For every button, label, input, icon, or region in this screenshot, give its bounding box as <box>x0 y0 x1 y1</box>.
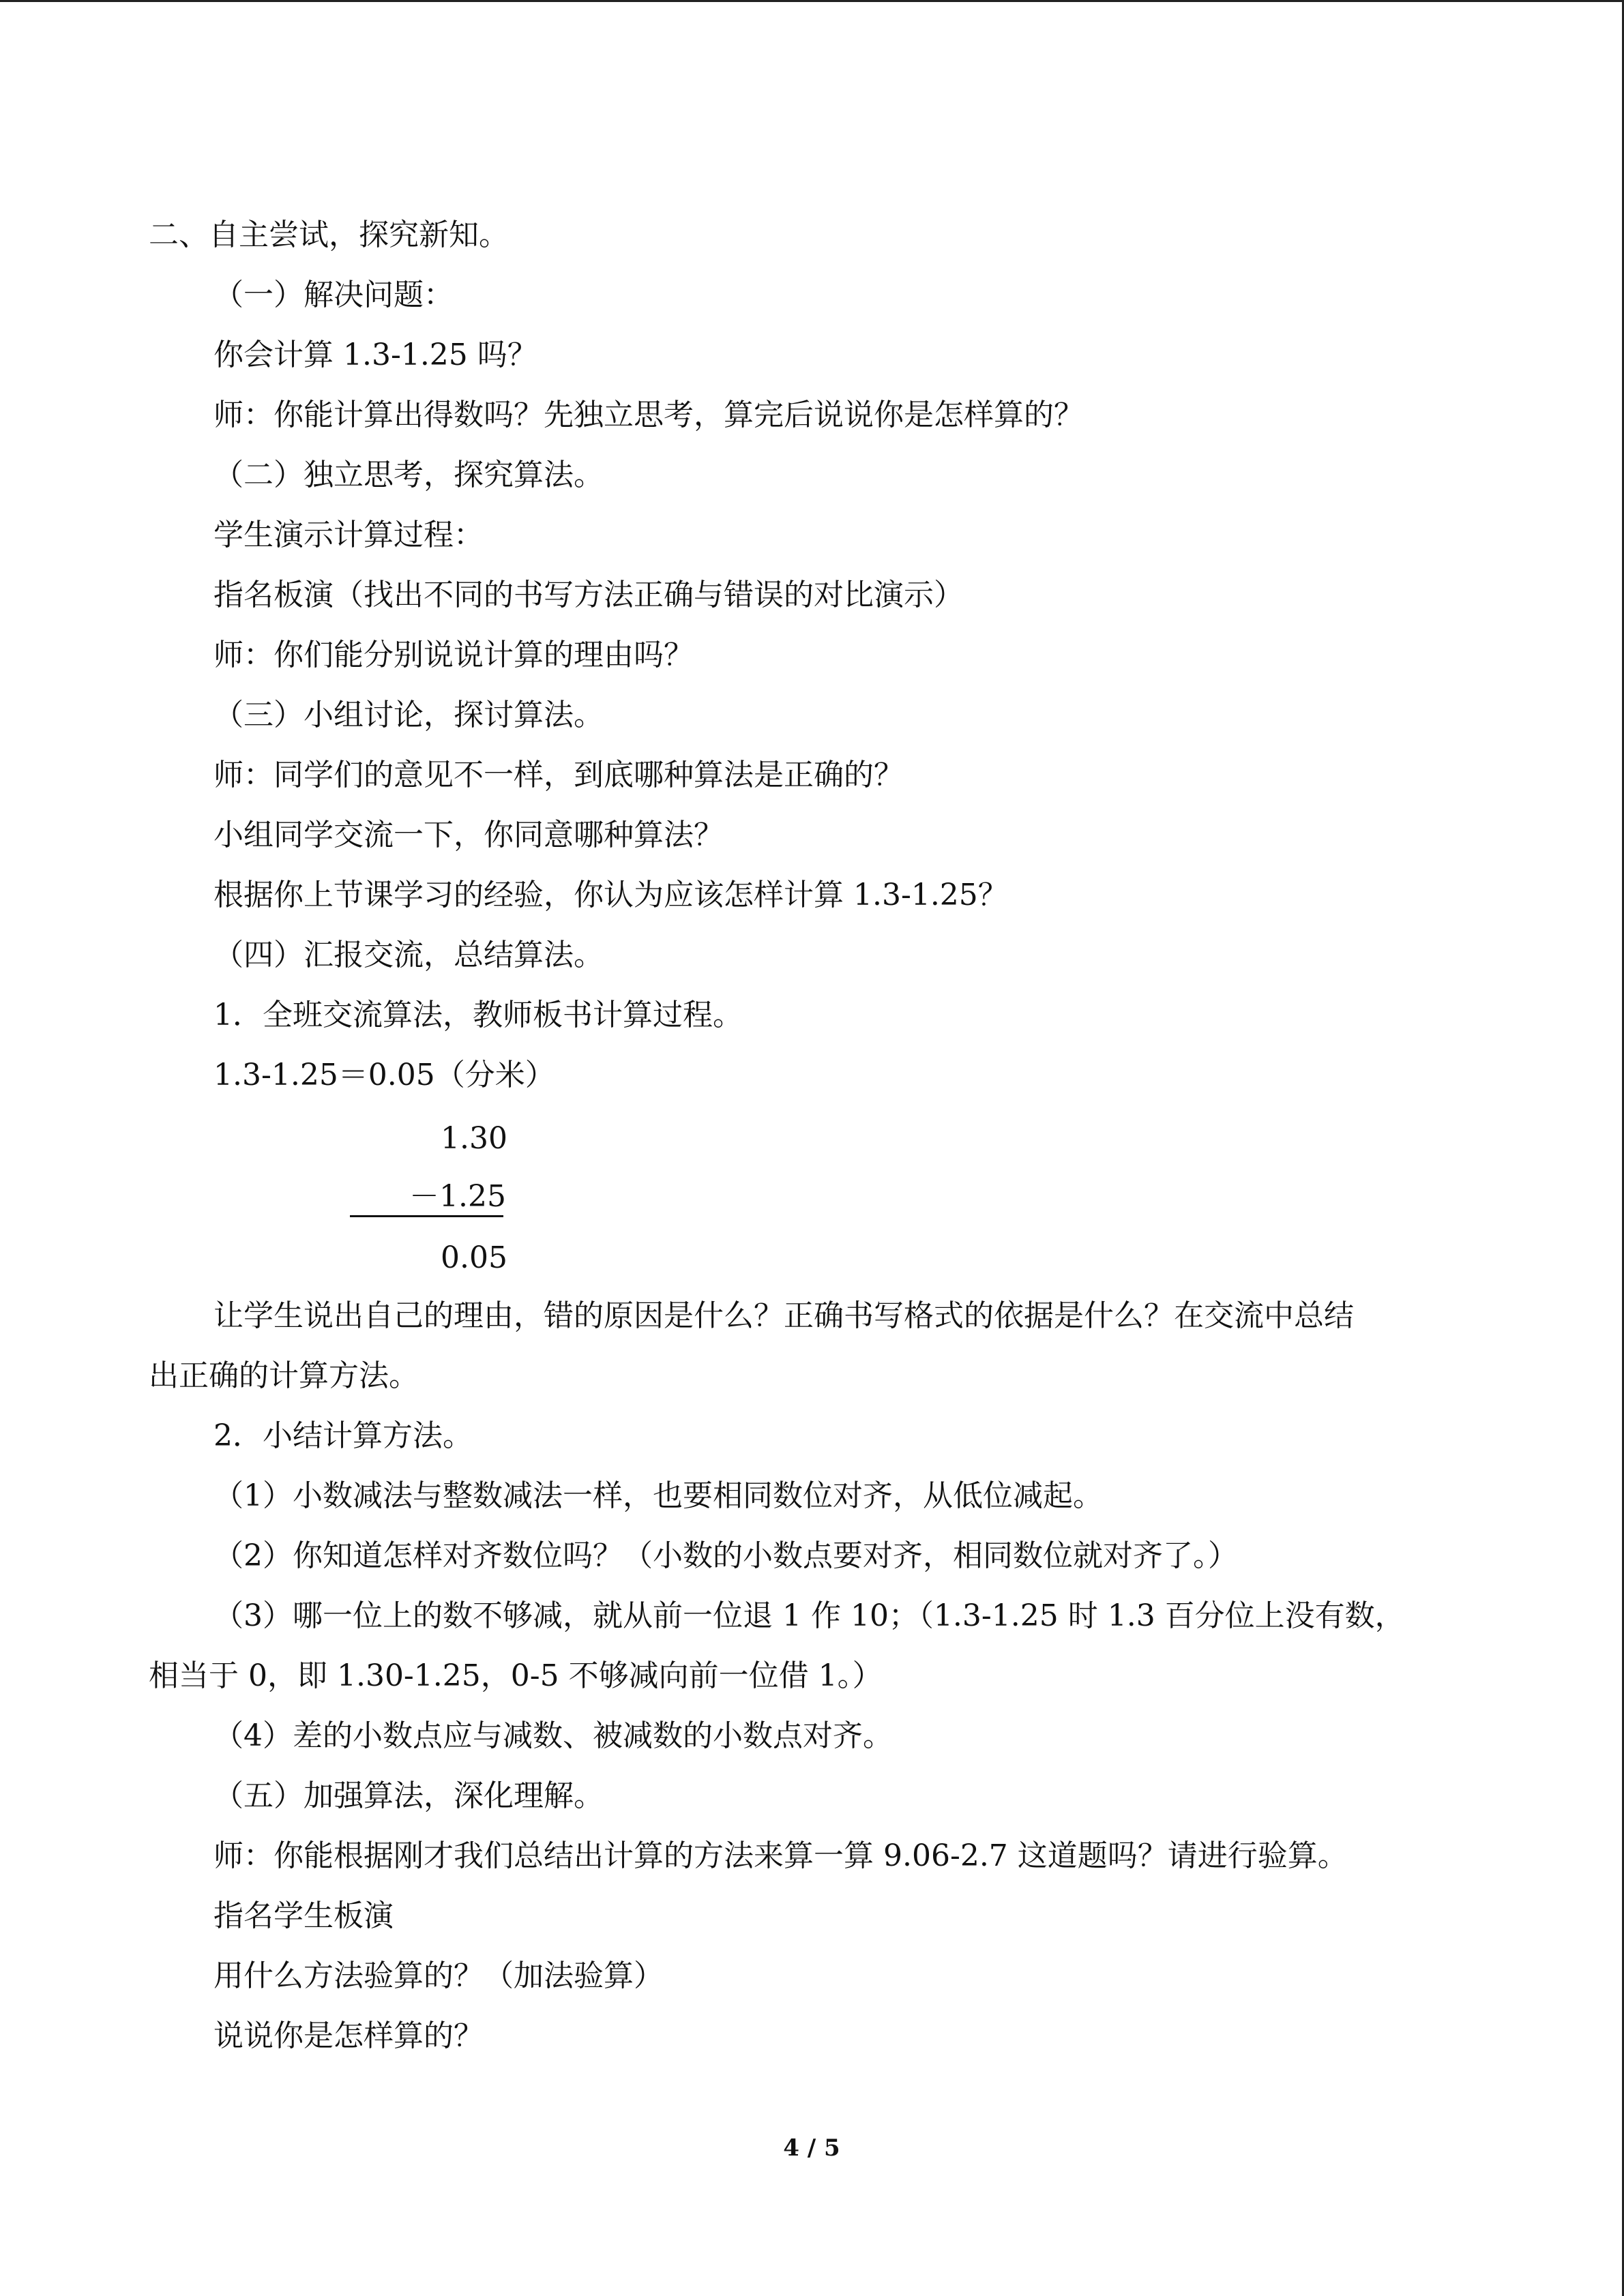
list-item: （3）哪一位上的数不够减，就从前一位退 1 作 10；（1.3-1.25 时 1.3 百分位上没有数， <box>213 1598 1405 1633</box>
subsection-heading: （一）解决问题： <box>213 278 454 312</box>
paragraph: 小组同学交流一下，你同意哪种算法？ <box>213 818 724 852</box>
difference: 0.05 <box>441 1240 507 1275</box>
paragraph: 师：你能计算出得数吗？先独立思考，算完后说说你是怎样算的？ <box>213 398 1084 432</box>
page-number: 4 / 5 <box>783 2134 840 2162</box>
list-item: （1）小数减法与整数减法一样，也要相同数位对齐，从低位减起。 <box>213 1478 1103 1513</box>
minuend: 1.30 <box>441 1121 507 1156</box>
paragraph: 用什么方法验算的？（加法验算） <box>213 1958 664 1993</box>
paragraph: 你会计算 1.3-1.25 吗？ <box>213 338 537 372</box>
paragraph: 根据你上节课学习的经验，你认为应该怎样计算 1.3-1.25？ <box>213 878 1008 912</box>
paragraph: 让学生说出自己的理由，错的原因是什么？正确书写格式的依据是什么？在交流中总结 <box>213 1298 1354 1333</box>
paragraph: 指名板演（找出不同的书写方法正确与错误的对比演示） <box>213 578 964 612</box>
subtrahend: －1.25 <box>409 1179 506 1214</box>
subtraction-rule <box>350 1215 503 1217</box>
section-heading: 二、自主尝试，探究新知。 <box>149 218 509 252</box>
subsection-heading: （四）汇报交流，总结算法。 <box>213 938 604 972</box>
list-item-continuation: 相当于 0，即 1.30-1.25，0-5 不够减向前一位借 1。） <box>149 1658 883 1693</box>
paragraph: 师：同学们的意见不一样，到底哪种算法是正确的？ <box>213 758 904 792</box>
paragraph-continuation: 出正确的计算方法。 <box>149 1358 419 1393</box>
subsection-heading: （五）加强算法，深化理解。 <box>213 1778 604 1813</box>
paragraph: 师：你能根据刚才我们总结出计算的方法来算一算 9.06-2.7 这道题吗？请进行验算。 <box>213 1838 1348 1873</box>
list-heading: 2．小结计算方法。 <box>213 1418 473 1453</box>
paragraph: 说说你是怎样算的？ <box>213 2018 484 2053</box>
subsection-heading: （二）独立思考，探究算法。 <box>213 458 604 492</box>
list-item: （2）你知道怎样对齐数位吗？（小数的小数点要对齐，相同数位就对齐了。） <box>213 1538 1238 1573</box>
paragraph: 1．全班交流算法，教师板书计算过程。 <box>213 998 743 1032</box>
paragraph: 学生演示计算过程： <box>213 518 484 552</box>
subsection-heading: （三）小组讨论，探讨算法。 <box>213 698 604 732</box>
equation: 1.3-1.25＝0.05（分米） <box>213 1058 555 1092</box>
paragraph: 师：你们能分别说说计算的理由吗？ <box>213 638 694 672</box>
paragraph: 指名学生板演 <box>213 1898 394 1933</box>
list-item: （4）差的小数点应与减数、被减数的小数点对齐。 <box>213 1718 893 1753</box>
